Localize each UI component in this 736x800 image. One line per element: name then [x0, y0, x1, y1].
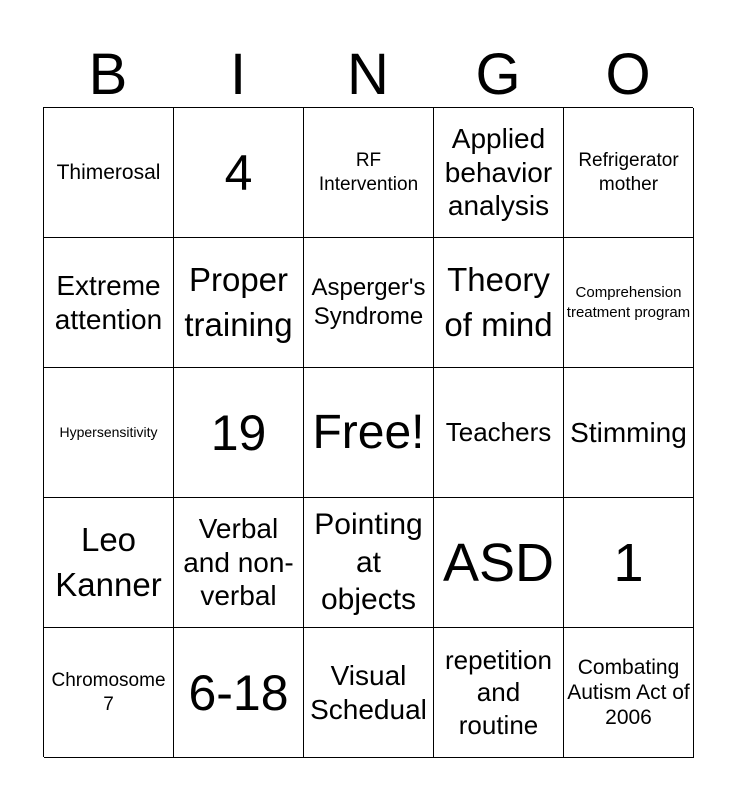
bingo-cell[interactable]: Proper training: [174, 238, 304, 368]
bingo-cell[interactable]: Hypersensitivity: [44, 368, 174, 498]
bingo-cell[interactable]: Visual Schedual: [304, 628, 434, 758]
bingo-cell[interactable]: Stimming: [564, 368, 694, 498]
header-letter-g: G: [475, 42, 521, 107]
bingo-cell[interactable]: Extreme attention: [44, 238, 174, 368]
bingo-cell[interactable]: Refrigerator mother: [564, 108, 694, 238]
bingo-board: [43, 107, 693, 757]
bingo-cell[interactable]: ASD: [434, 498, 564, 628]
bingo-cell[interactable]: Chromosome 7: [44, 628, 174, 758]
bingo-cell[interactable]: Comprehension treatment program: [564, 238, 694, 368]
bingo-header: [43, 42, 693, 108]
bingo-cell[interactable]: RF Intervention: [304, 108, 434, 238]
bingo-cell[interactable]: Theory of mind: [434, 238, 564, 368]
header-letter-i: I: [229, 42, 247, 107]
header-letter-b: B: [88, 42, 128, 107]
bingo-cell[interactable]: Leo Kanner: [44, 498, 174, 628]
bingo-cell[interactable]: Combating Autism Act of 2006: [564, 628, 694, 758]
bingo-cell[interactable]: 4: [174, 108, 304, 238]
bingo-cell[interactable]: Thimerosal: [44, 108, 174, 238]
header-letter-n: N: [347, 42, 389, 107]
bingo-cell[interactable]: repetition and routine: [434, 628, 564, 758]
bingo-cell[interactable]: Verbal and non-verbal: [174, 498, 304, 628]
bingo-cell[interactable]: 1: [564, 498, 694, 628]
bingo-cell-free[interactable]: Free!: [304, 368, 434, 498]
bingo-cell[interactable]: 6-18: [174, 628, 304, 758]
bingo-cell[interactable]: 19: [174, 368, 304, 498]
bingo-cell[interactable]: Teachers: [434, 368, 564, 498]
bingo-cell[interactable]: Applied behavior analysis: [434, 108, 564, 238]
header-letter-o: O: [605, 42, 651, 107]
bingo-cell[interactable]: Asperger's Syndrome: [304, 238, 434, 368]
bingo-cell[interactable]: Pointing at objects: [304, 498, 434, 628]
